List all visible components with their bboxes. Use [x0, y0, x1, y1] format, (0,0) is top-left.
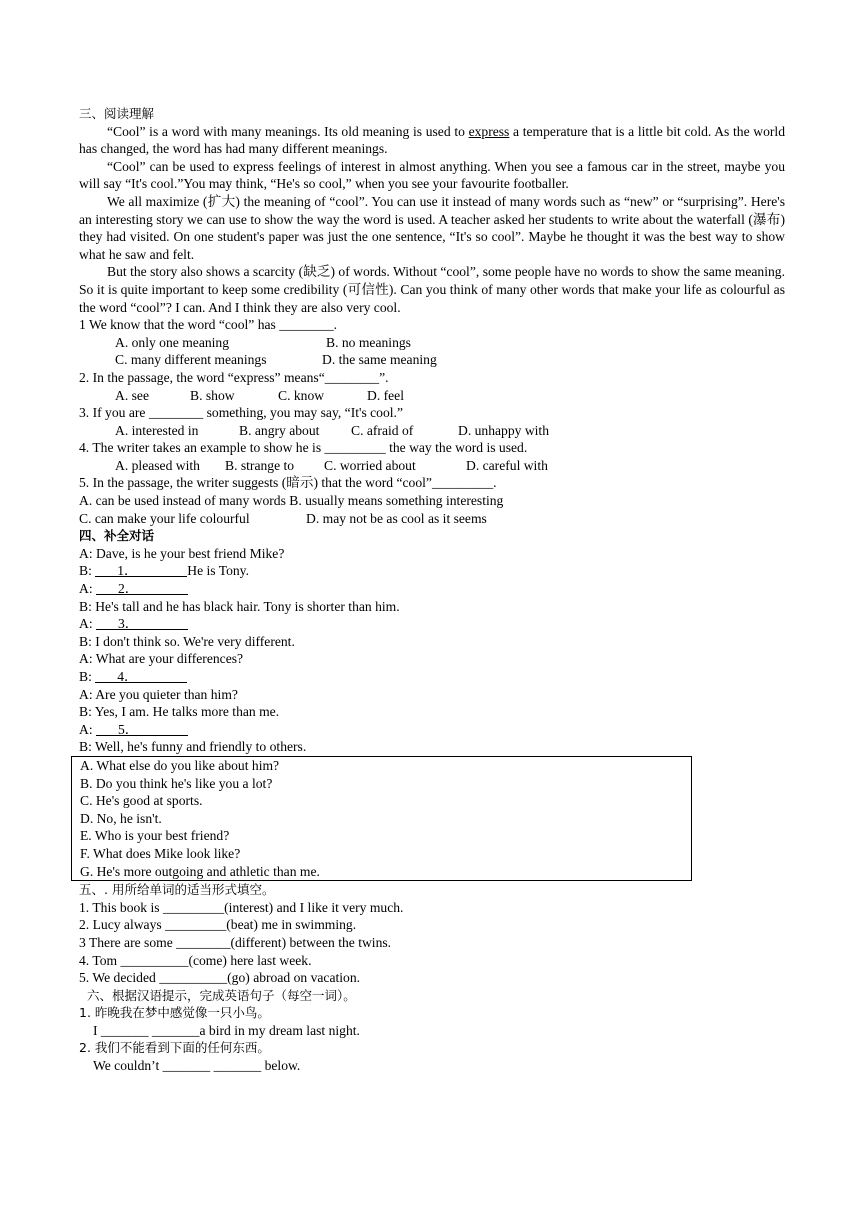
translation-heading: 六、根据汉语提示，完成英语句子（每空一词）。: [87, 987, 356, 1003]
blank-number: 1．: [117, 563, 138, 579]
question-1-options-row-1: [79, 334, 785, 352]
question-1-options-row-2: [79, 351, 785, 369]
dialogue-blank[interactable]: [96, 615, 188, 630]
q4-option-c: C. worried about: [324, 457, 416, 473]
question-5-options-row-1: A. can be used instead of many words B. usually means something interesting: [79, 493, 504, 509]
dialogue-speaker: A:: [79, 616, 96, 632]
q1-option-b: B. no meanings: [326, 334, 411, 350]
question-2-options: [79, 387, 785, 405]
blank-number: 2．: [118, 581, 139, 597]
dialogue-choice: E. Who is your best friend?: [80, 828, 230, 844]
q5-option-c: C. can make your life colourful: [79, 510, 250, 526]
q2-option-c: C. know: [278, 387, 325, 403]
word-forms-heading: 五、. 用所给单词的适当形式填空。: [79, 882, 275, 898]
blank-number: 5．: [118, 721, 139, 737]
question-4-options: [79, 457, 785, 475]
dialogue-line: B: Well, he's funny and friendly to others.: [79, 739, 307, 755]
reading-paragraph-3: We all maximize (扩大) the meaning of “cool”. You can use it instead of many words such as “new” or “surprising”. Here's an interesting story we can use to show the way the word is used. A teacher asked her students to write about the waterfall (瀑布) they had visited. On one student's paper was just the one sentence, “It's so cool”. Maybe he thought it was the best way to show what he saw and felt.: [79, 193, 785, 262]
q4-option-b: B. strange to: [225, 457, 295, 473]
q3-option-c: C. afraid of: [351, 422, 414, 438]
q3-option-a: A. interested in: [115, 422, 199, 438]
word-form-item: 3 There are some ________(different) between the twins.: [79, 934, 392, 950]
dialogue-speaker: B:: [79, 563, 96, 579]
blank-number: 4．: [117, 669, 138, 684]
q1-option-a: A. only one meaning: [115, 334, 230, 350]
dialogue-line: A: Dave, is he your best friend Mike?: [79, 545, 285, 561]
question-4-stem: 4. The writer takes an example to show he is _________ the way the word is used.: [79, 440, 528, 456]
dialogue-heading: 四、补全对话: [79, 528, 155, 544]
word-form-item: 5. We decided __________(go) abroad on vacation.: [79, 970, 361, 986]
dialogue-line: B: Yes, I am. He talks more than me.: [79, 704, 280, 720]
q1-option-d: D. the same meaning: [322, 352, 437, 368]
translation-list: [79, 1004, 785, 1074]
reading-paragraph-1: “Cool” is a word with many meanings. Its old meaning is used to express a temperature that is a little bit cold. As the world has changed, the word has had many different meanings.: [79, 123, 786, 157]
q2-option-d: D. feel: [367, 387, 404, 403]
word-forms-list: [79, 899, 785, 987]
q4-option-a: A. pleased with: [115, 457, 200, 473]
dialogue-line: [79, 562, 785, 580]
reading-paragraph-4: But the story also shows a scarcity (缺乏) of words. Without “cool”, some people have no words to show the same meaning. So it is quite important to keep some credibility (可信性). Can you think of many other words that make your life as colourful as the word “cool”? I can. And I think they are also very cool.: [79, 264, 785, 315]
dialogue-line: B: He's tall and he has black hair. Tony is shorter than him.: [79, 598, 400, 614]
q2-option-b: B. show: [190, 387, 235, 403]
q3-option-d: D. unhappy with: [458, 422, 549, 438]
dialogue-line: A: What are your differences?: [79, 651, 244, 667]
question-1-stem: 1 We know that the word “cool” has ________.: [79, 317, 338, 333]
dialogue-choice: G. He's more outgoing and athletic than me.: [80, 863, 320, 879]
q2-option-a: A. see: [115, 387, 149, 403]
dialogue-blank[interactable]: [95, 668, 187, 683]
translation-english: We couldn’t _______ _______ below.: [93, 1058, 301, 1074]
dialogue-choice: C. He's good at sports.: [80, 793, 203, 809]
dialogue-after-blank: He is Tony.: [187, 563, 249, 579]
dialogue-line: [79, 721, 785, 739]
dialogue-choice: D. No, he isn't.: [80, 810, 162, 826]
blank-number: 3．: [118, 616, 139, 632]
question-5-options-row-2: [79, 510, 785, 528]
dialogue-choice: B. Do you think he's like you a lot?: [80, 775, 273, 791]
word-form-item: 4. Tom __________(come) here last week.: [79, 952, 312, 968]
reading-paragraph-2: “Cool” can be used to express feelings of interest in almost anything. When you see a famous car in the street, maybe you will say “It's cool.”You may think, “He's so cool,” when you see your favourite footballer.: [79, 158, 785, 192]
question-2-stem: 2. In the passage, the word “express” means“________”.: [79, 369, 389, 385]
dialogue-lines: [79, 545, 785, 756]
dialogue-speaker: B:: [79, 669, 96, 684]
translation-english: I _______ _______a bird in my dream last night.: [93, 1022, 360, 1038]
dialogue-line: [79, 615, 785, 633]
dialogue-speaker: A:: [79, 721, 96, 737]
dialogue-line: [79, 668, 785, 686]
question-5-stem: 5. In the passage, the writer suggests (暗示) that the word “cool”_________.: [79, 475, 497, 491]
dialogue-choices: [80, 757, 691, 880]
question-3-stem: 3. If you are ________ something, you may say, “It's cool.”: [79, 405, 403, 421]
word-form-item: 2. Lucy always _________(beat) me in swimming.: [79, 917, 357, 933]
dialogue-choice: A. What else do you like about him?: [80, 757, 280, 773]
q5-option-d: D. may not be as cool as it seems: [306, 510, 487, 526]
dialogue-speaker: A:: [79, 581, 96, 597]
worksheet-page: [79, 105, 785, 1075]
q4-option-d: D. careful with: [466, 457, 548, 473]
word-form-item: 1. This book is _________(interest) and I like it very much.: [79, 899, 404, 915]
q1-option-c: C. many different meanings: [115, 352, 267, 368]
dialogue-blank[interactable]: [95, 562, 187, 577]
dialogue-line: A: Are you quieter than him?: [79, 686, 238, 702]
question-3-options: [79, 422, 785, 440]
reading-heading: 三、阅读理解: [79, 106, 155, 121]
translation-chinese: 1. 昨晚我在梦中感觉像一只小鸟。: [79, 1005, 270, 1021]
dialogue-line: [79, 580, 785, 598]
translation-chinese: 2. 我们不能看到下面的任何东西。: [79, 1040, 270, 1056]
dialogue-choices-box: [71, 756, 692, 881]
dialogue-blank[interactable]: [96, 580, 188, 595]
q3-option-b: B. angry about: [239, 422, 320, 438]
dialogue-line: B: I don't think so. We're very different.: [79, 633, 295, 649]
dialogue-blank[interactable]: [96, 721, 188, 736]
dialogue-choice: F. What does Mike look like?: [80, 845, 241, 861]
underlined-word-express: express: [468, 123, 510, 139]
